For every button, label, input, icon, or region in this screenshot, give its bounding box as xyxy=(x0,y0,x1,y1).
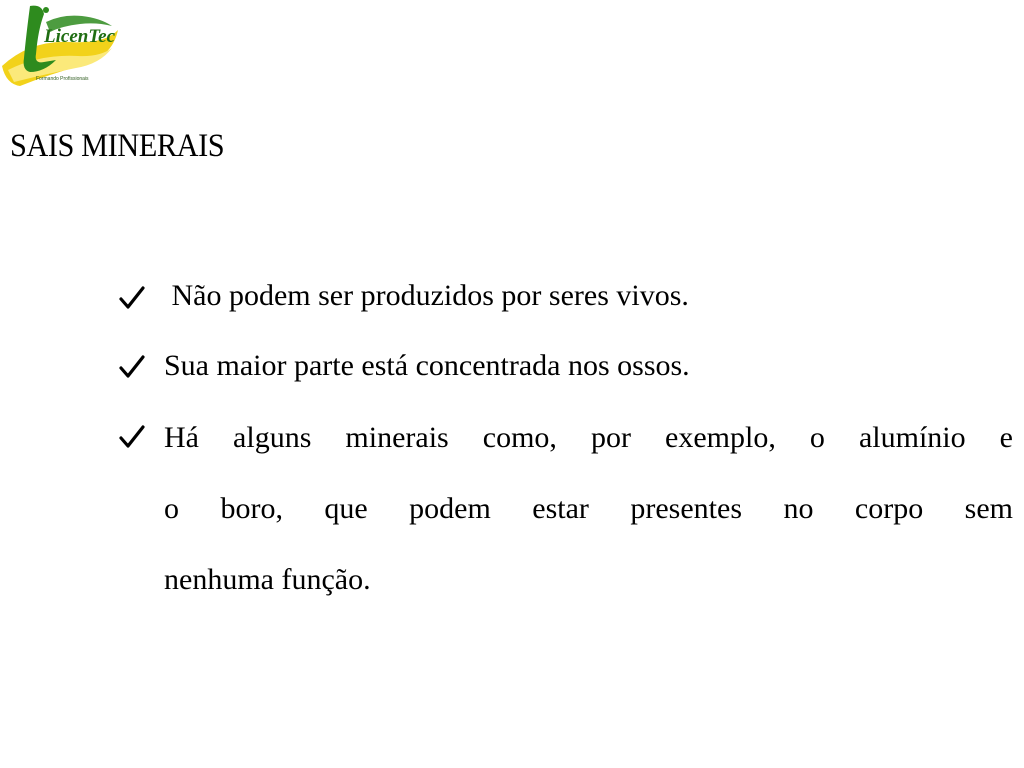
logo-wordmark: LicenTec xyxy=(44,26,116,47)
bullet-text-line: o boro, que podem estar presentes no corpo sem xyxy=(164,492,1013,525)
checkmark-icon xyxy=(117,352,147,382)
bullet-text: Não podem ser produzidos por seres vivos. xyxy=(164,279,689,312)
checkmark-icon xyxy=(117,422,147,452)
bullet-text-line: Há alguns minerais como, por exemplo, o alumínio e xyxy=(164,421,1013,454)
checkmark-icon xyxy=(117,283,147,313)
slide-title: SAIS MINERAIS xyxy=(10,128,225,164)
logo-subtitle: Formando Profissionais xyxy=(36,76,89,82)
bullet-text: Sua maior parte está concentrada nos ossos. xyxy=(164,349,690,382)
bullet-text-line: nenhuma função. xyxy=(164,563,371,596)
